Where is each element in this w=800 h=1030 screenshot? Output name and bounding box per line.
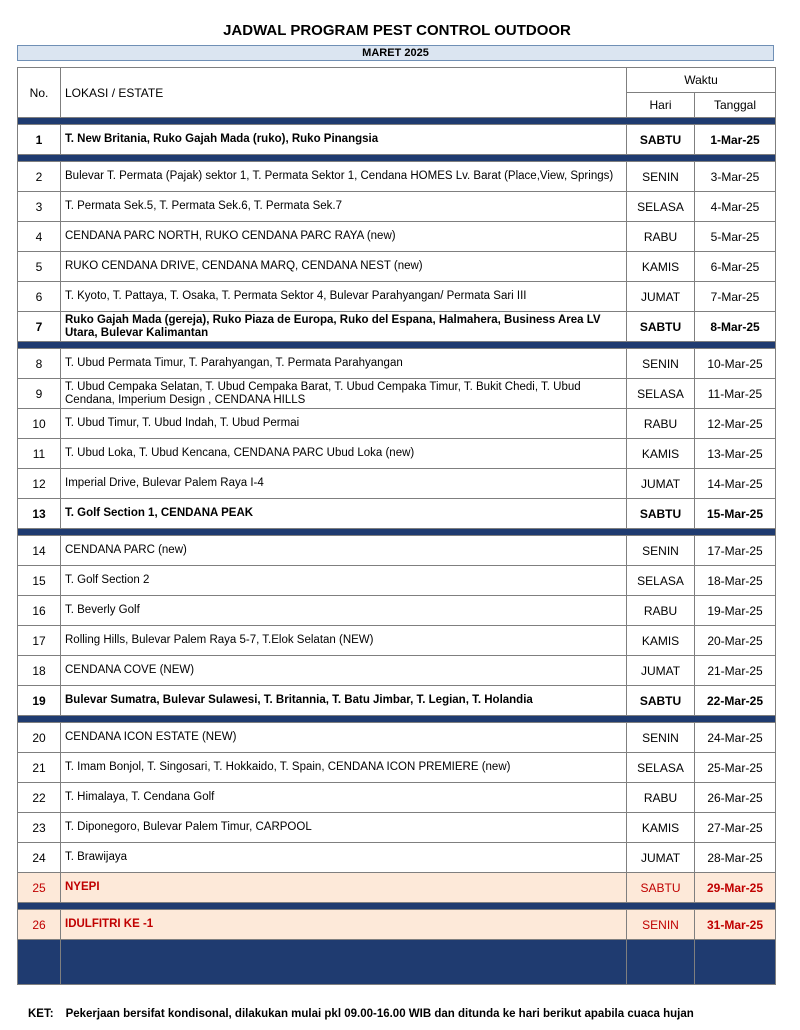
row-location: T. Brawijaya [61,843,627,873]
header-time: Waktu [627,68,776,93]
table-row [18,252,776,282]
row-location: T. Ubud Timur, T. Ubud Indah, T. Ubud Permai [61,409,627,439]
table-row [18,656,776,686]
row-date: 15-Mar-25 [695,499,776,529]
row-location: T. Ubud Loka, T. Ubud Kencana, CENDANA PARC Ubud Loka (new) [61,439,627,469]
row-day: SENIN [627,723,695,753]
row-date: 4-Mar-25 [695,192,776,222]
table-row [18,843,776,873]
row-day: JUMAT [627,843,695,873]
row-date: 10-Mar-25 [695,349,776,379]
row-date: 11-Mar-25 [695,379,776,409]
row-day: SENIN [627,910,695,940]
table-row [18,596,776,626]
row-location: T. Ubud Cempaka Selatan, T. Ubud Cempaka Barat, T. Ubud Cempaka Timur, T. Bukit Chedi, T. Ubud Cendana, Imperium Design , CENDANA HILLS [61,379,627,409]
row-date: 19-Mar-25 [695,596,776,626]
row-no: 23 [18,813,61,843]
row-date: 25-Mar-25 [695,753,776,783]
row-location: T. Himalaya, T. Cendana Golf [61,783,627,813]
row-no: 26 [18,910,61,940]
row-day: JUMAT [627,656,695,686]
header-date: Tanggal [695,93,776,118]
separator-row [18,903,776,910]
row-location: CENDANA ICON ESTATE (NEW) [61,723,627,753]
row-location: T. Golf Section 1, CENDANA PEAK [61,499,627,529]
row-no: 9 [18,379,61,409]
row-location: T. Diponegoro, Bulevar Palem Timur, CARPOOL [61,813,627,843]
row-date: 29-Mar-25 [695,873,776,903]
row-day: SABTU [627,686,695,716]
table-row [18,536,776,566]
row-date: 28-Mar-25 [695,843,776,873]
table-row [18,910,776,940]
row-date: 12-Mar-25 [695,409,776,439]
row-location: IDULFITRI KE -1 [61,910,627,940]
row-no: 4 [18,222,61,252]
schedule-body [18,118,776,985]
row-no: 6 [18,282,61,312]
row-location: Rolling Hills, Bulevar Palem Raya 5-7, T.Elok Selatan (NEW) [61,626,627,656]
row-day: SABTU [627,499,695,529]
row-day: SENIN [627,536,695,566]
row-no: 7 [18,312,61,342]
table-row [18,873,776,903]
footnote-label: KET: [28,1008,54,1020]
row-no: 15 [18,566,61,596]
row-day: SENIN [627,349,695,379]
row-no: 24 [18,843,61,873]
separator-row [18,529,776,536]
row-day: KAMIS [627,252,695,282]
row-date: 13-Mar-25 [695,439,776,469]
row-day: KAMIS [627,813,695,843]
row-location: T. Permata Sek.5, T. Permata Sek.6, T. Permata Sek.7 [61,192,627,222]
row-no: 5 [18,252,61,282]
row-date: 8-Mar-25 [695,312,776,342]
row-location: CENDANA PARC NORTH, RUKO CENDANA PARC RAYA (new) [61,222,627,252]
table-row [18,162,776,192]
row-date: 27-Mar-25 [695,813,776,843]
row-date: 26-Mar-25 [695,783,776,813]
row-no: 20 [18,723,61,753]
row-date: 14-Mar-25 [695,469,776,499]
row-day: SABTU [627,312,695,342]
table-row [18,566,776,596]
table-row [18,723,776,753]
row-day: SELASA [627,566,695,596]
row-date: 22-Mar-25 [695,686,776,716]
row-location: T. Beverly Golf [61,596,627,626]
row-no: 25 [18,873,61,903]
row-day: RABU [627,222,695,252]
row-day: JUMAT [627,282,695,312]
row-no: 8 [18,349,61,379]
table-row [18,192,776,222]
row-day: KAMIS [627,626,695,656]
table-row [18,686,776,716]
row-location: T. Ubud Permata Timur, T. Parahyangan, T. Permata Parahyangan [61,349,627,379]
row-date: 3-Mar-25 [695,162,776,192]
row-location: Bulevar Sumatra, Bulevar Sulawesi, T. Britannia, T. Batu Jimbar, T. Legian, T. Holandia [61,686,627,716]
row-location: CENDANA PARC (new) [61,536,627,566]
row-day: RABU [627,783,695,813]
table-row [18,282,776,312]
table-row [18,222,776,252]
row-no: 19 [18,686,61,716]
separator-row [18,716,776,723]
row-date: 31-Mar-25 [695,910,776,940]
separator-row [18,118,776,125]
table-row [18,349,776,379]
row-date: 24-Mar-25 [695,723,776,753]
table-row [18,125,776,155]
row-location: Bulevar T. Permata (Pajak) sektor 1, T. Permata Sektor 1, Cendana HOMES Lv. Barat (Place,View, Springs) [61,162,627,192]
row-day: SABTU [627,873,695,903]
row-location: NYEPI [61,873,627,903]
row-no: 21 [18,753,61,783]
table-row [18,379,776,409]
row-location: T. New Britania, Ruko Gajah Mada (ruko), Ruko Pinangsia [61,125,627,155]
row-day: RABU [627,596,695,626]
row-date: 21-Mar-25 [695,656,776,686]
row-date: 5-Mar-25 [695,222,776,252]
table-row [18,813,776,843]
row-date: 7-Mar-25 [695,282,776,312]
page-title: JADWAL PROGRAM PEST CONTROL OUTDOOR [223,22,571,39]
row-no: 22 [18,783,61,813]
table-row [18,499,776,529]
filler-row [18,940,776,985]
row-no: 12 [18,469,61,499]
row-no: 3 [18,192,61,222]
row-no: 18 [18,656,61,686]
table-row [18,439,776,469]
separator-row [18,342,776,349]
separator-row [18,155,776,162]
row-date: 18-Mar-25 [695,566,776,596]
row-date: 20-Mar-25 [695,626,776,656]
row-location: CENDANA COVE (NEW) [61,656,627,686]
row-day: SENIN [627,162,695,192]
row-day: JUMAT [627,469,695,499]
row-day: KAMIS [627,439,695,469]
schedule-table [17,67,776,985]
row-no: 16 [18,596,61,626]
row-location: Ruko Gajah Mada (gereja), Ruko Piaza de Europa, Ruko del Espana, Halmahera, Business Area LV Utara, Bulevar Kalimantan [61,312,627,342]
row-no: 2 [18,162,61,192]
row-location: RUKO CENDANA DRIVE, CENDANA MARQ, CENDANA NEST (new) [61,252,627,282]
row-location: T. Imam Bonjol, T. Singosari, T. Hokkaido, T. Spain, CENDANA ICON PREMIERE (new) [61,753,627,783]
header-day: Hari [627,93,695,118]
row-date: 6-Mar-25 [695,252,776,282]
row-no: 17 [18,626,61,656]
header-no: No. [18,68,61,118]
row-no: 14 [18,536,61,566]
row-day: SELASA [627,192,695,222]
footnote-text: Pekerjaan bersifat kondisonal, dilakukan mulai pkl 09.00-16.00 WIB dan ditunda ke hari berikut apabila cuaca hujan [65,1008,694,1020]
table-row [18,783,776,813]
table-row [18,312,776,342]
row-date: 17-Mar-25 [695,536,776,566]
footnote [28,1008,694,1020]
row-no: 10 [18,409,61,439]
row-day: SELASA [627,753,695,783]
row-location: Imperial Drive, Bulevar Palem Raya I-4 [61,469,627,499]
row-day: RABU [627,409,695,439]
table-row [18,626,776,656]
row-no: 1 [18,125,61,155]
table-row [18,409,776,439]
table-row [18,469,776,499]
row-no: 11 [18,439,61,469]
month-band: MARET 2025 [17,45,774,61]
row-location: T. Golf Section 2 [61,566,627,596]
row-location: T. Kyoto, T. Pattaya, T. Osaka, T. Permata Sektor 4, Bulevar Parahyangan/ Permata Sari III [61,282,627,312]
header-location: LOKASI / ESTATE [61,68,627,118]
table-row [18,753,776,783]
row-day: SELASA [627,379,695,409]
row-date: 1-Mar-25 [695,125,776,155]
row-day: SABTU [627,125,695,155]
row-no: 13 [18,499,61,529]
